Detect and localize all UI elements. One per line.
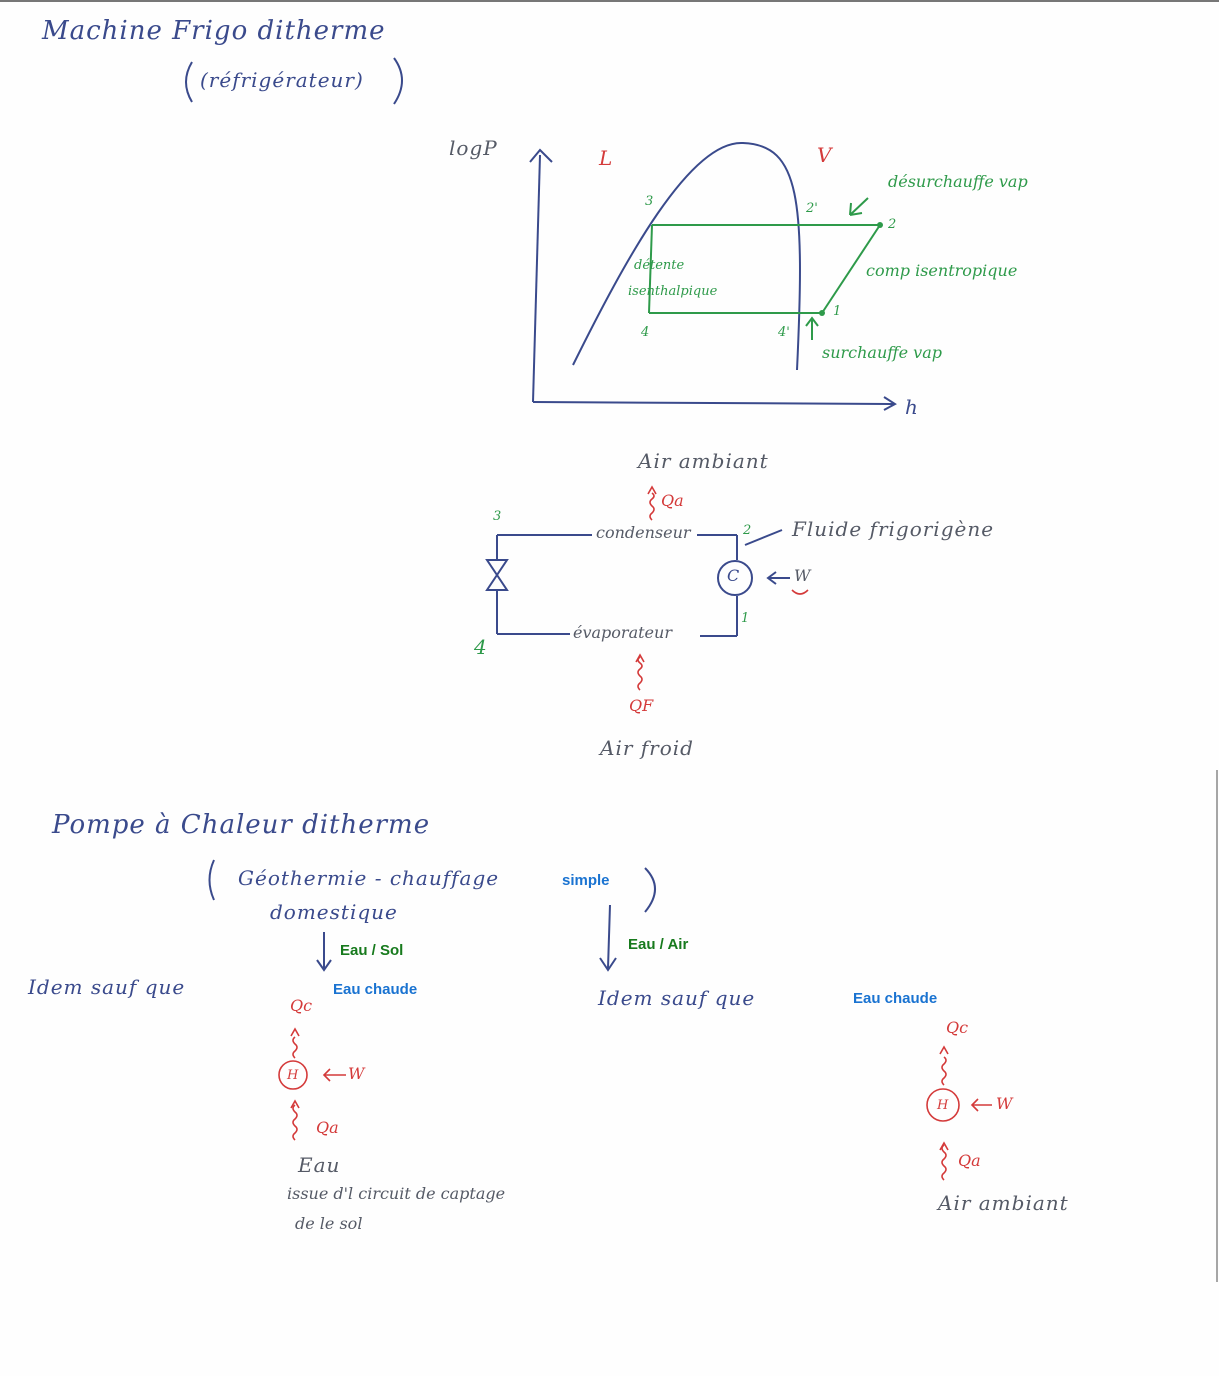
- point-1-label: 1: [833, 304, 842, 319]
- left-qc-label: Qc: [290, 996, 313, 1015]
- point-1-dot: [819, 310, 825, 316]
- fridge-paren-open: [186, 62, 192, 102]
- right-h-label: H: [937, 1098, 949, 1113]
- right-qa-label: Qa: [958, 1151, 981, 1170]
- node-2-label: 2: [743, 523, 752, 538]
- evaporateur-label: évaporateur: [573, 623, 672, 642]
- condenseur-label: condenseur: [596, 523, 691, 542]
- point-2-label: 2: [888, 217, 897, 232]
- y-axis-label: logP: [449, 136, 498, 160]
- left-source-line2: issue d'l circuit de captage: [287, 1184, 506, 1203]
- right-w-label: W: [996, 1094, 1013, 1113]
- detente-label-2: isenthalpique: [628, 284, 718, 299]
- node-1-label: 1: [741, 611, 750, 626]
- point-3-label: 3: [645, 194, 654, 209]
- air-ambiant-label: Air ambiant: [638, 449, 769, 473]
- surchauffe-label: surchauffe vap: [822, 343, 942, 362]
- heat-pump-title: Pompe à Chaleur ditherme: [52, 810, 431, 840]
- liquid-label: L: [599, 146, 614, 170]
- fridge-title: Machine Frigo ditherme: [42, 16, 386, 46]
- right-eau-chaude-label: Eau chaude: [853, 990, 938, 1007]
- fluide-label: Fluide frigorigène: [792, 517, 995, 541]
- air-froid-label: Air froid: [600, 736, 694, 760]
- compression-label: comp isentropique: [866, 261, 1018, 280]
- left-idem-label: Idem sauf que: [28, 975, 186, 999]
- heat-pump-subtitle-line2: domestique: [270, 900, 398, 924]
- vapor-label: V: [817, 143, 833, 167]
- desurchauffe-label: désurchauffe vap: [888, 172, 1028, 191]
- fridge-paren-close: [394, 58, 402, 104]
- saturation-dome: [573, 143, 800, 370]
- point-2-dot: [877, 222, 883, 228]
- point-4prime-label: 4': [778, 325, 790, 340]
- node-4-label: 4: [474, 635, 488, 659]
- left-eau-chaude-label: Eau chaude: [333, 981, 418, 998]
- node-3-label: 3: [493, 509, 502, 524]
- left-h-label: H: [287, 1068, 299, 1083]
- w-label: W: [794, 566, 811, 585]
- point-2prime-label: 2': [806, 201, 818, 216]
- left-w-label: W: [348, 1064, 365, 1083]
- qf-label: QF: [629, 696, 654, 715]
- fridge-subtitle: (réfrigérateur): [200, 68, 364, 92]
- right-qc-label: Qc: [946, 1018, 969, 1037]
- right-source-label: Air ambiant: [938, 1191, 1069, 1215]
- compressor-c-label: C: [727, 566, 740, 585]
- point-4-label: 4: [641, 325, 650, 340]
- qa-label: Qa: [661, 491, 684, 510]
- heat-pump-subtitle-typed: simple: [562, 872, 610, 889]
- left-source-line3: de le sol: [295, 1214, 363, 1233]
- eau-air-label: Eau / Air: [628, 936, 689, 953]
- x-axis-label: h: [905, 395, 919, 419]
- heat-pump-subtitle: Géothermie - chauffage: [238, 866, 500, 890]
- right-idem-label: Idem sauf que: [598, 986, 756, 1010]
- ph-diagram-axes: [530, 146, 895, 410]
- eau-sol-label: Eau / Sol: [340, 942, 404, 959]
- left-source-eau: Eau: [298, 1153, 341, 1177]
- detente-label-1: détente: [634, 258, 685, 273]
- left-qa-label: Qa: [316, 1118, 339, 1137]
